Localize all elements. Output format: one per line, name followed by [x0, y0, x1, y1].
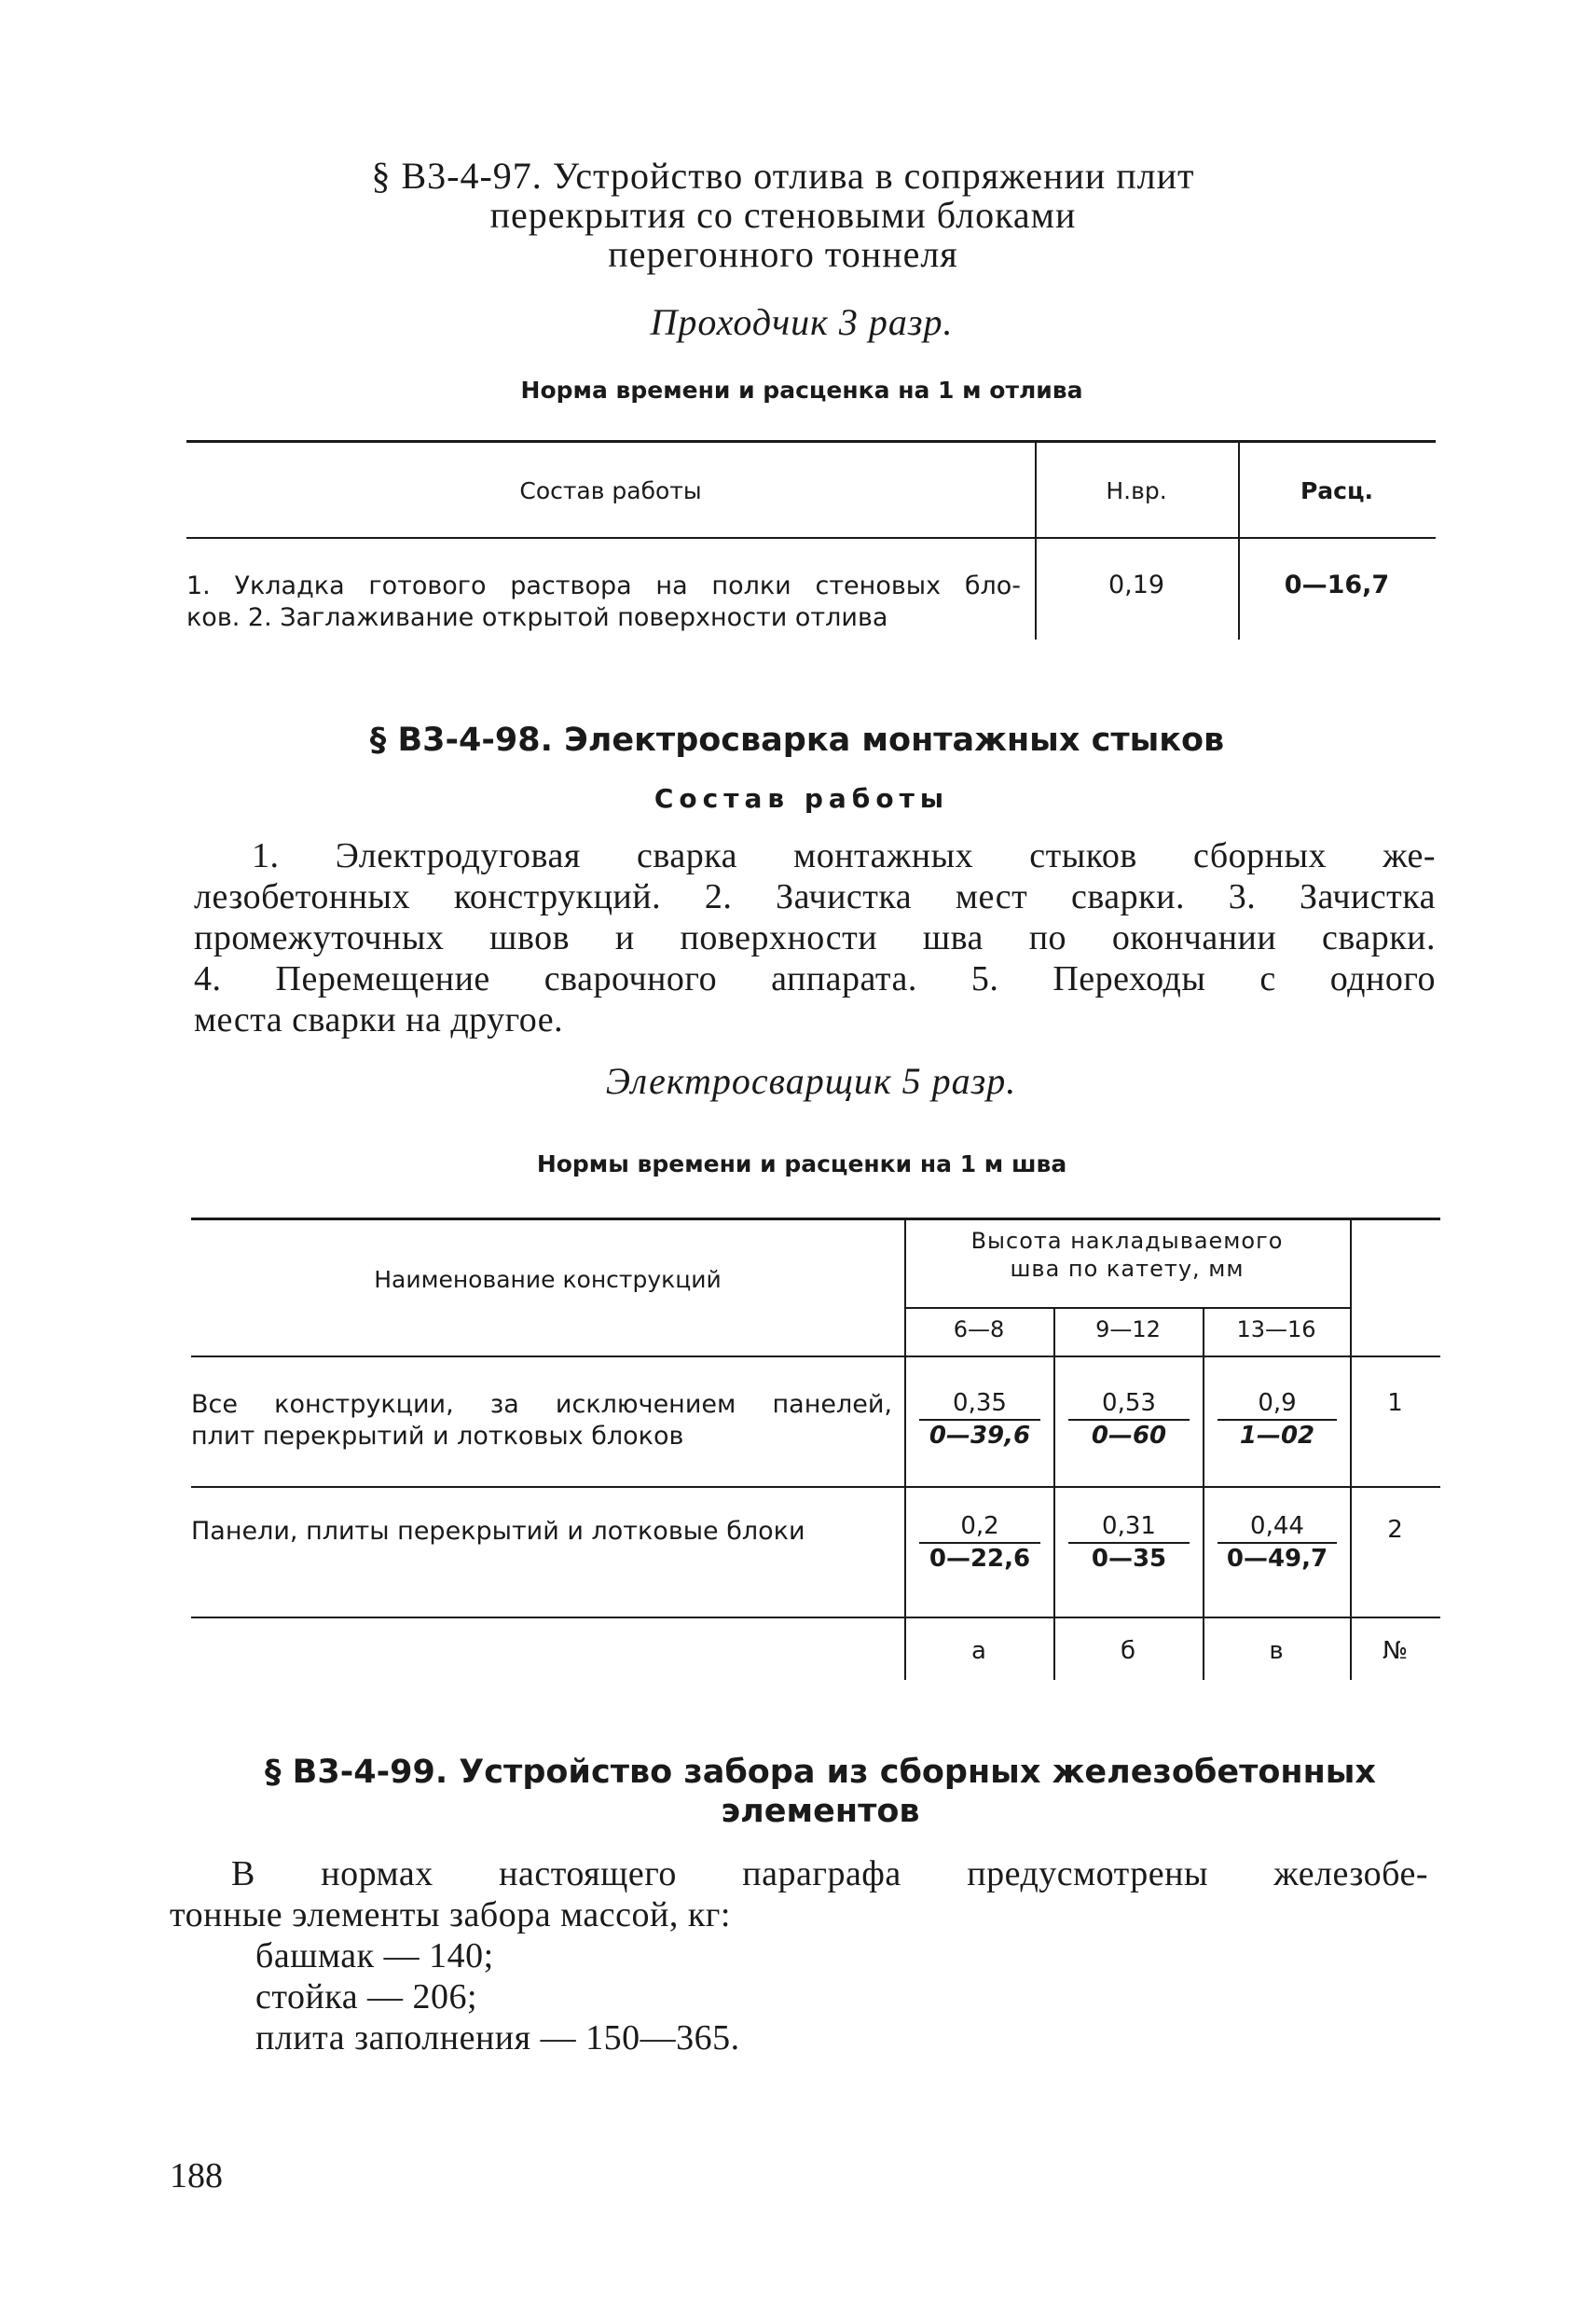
sec98-row1-cell-c: [1208, 1389, 1346, 1451]
sec98-row1-a-rasc: 0—39,6: [929, 1422, 1031, 1450]
sec97-norm-heading: Норма времени и расценка на 1 м отлива: [520, 377, 1083, 404]
sec98-subheading: Состав работы: [654, 783, 950, 814]
sec98-table-bottom-rule: [191, 1617, 1440, 1618]
sec98-row1-b-nvr: 0,53: [1068, 1389, 1190, 1421]
sec98-row2-c-nvr: 0,44: [1218, 1512, 1337, 1544]
sec98-row1-cell-b: [1059, 1389, 1199, 1451]
sec98-row1-c-rasc: 1—02: [1239, 1422, 1315, 1450]
sec98-table-divider-b: [1203, 1307, 1204, 1680]
sec99-paragraph-line-2: тонные элементы забора массой, кг:: [170, 1895, 731, 1934]
sec97-worker: Проходчик 3 разр.: [650, 301, 954, 343]
sec98-row2-b-nvr: 0,31: [1068, 1512, 1190, 1544]
sec98-row1-name-line-1: Все конструкции, за исключением панелей,: [191, 1390, 892, 1419]
sec99-item-1: башмак — 140;: [255, 1936, 494, 1975]
sec98-paragraph-line-1: 1. Электродуговая сварка монтажных стыков сборных же-: [252, 836, 1436, 875]
sec98-header-name: Наименование конструкций: [374, 1266, 722, 1293]
sec97-table-header-rule: [186, 537, 1436, 539]
sec98-subheader-13-16: 13—16: [1236, 1316, 1316, 1342]
sec98-footer-a: а: [971, 1637, 986, 1665]
sec99-title-line-1: § В3-4-99. Устройство забора из сборных железобетонных: [265, 1754, 1376, 1791]
sec97-header-work: Состав работы: [519, 477, 702, 504]
sec98-row2-num: 2: [1387, 1516, 1403, 1544]
sec98-paragraph-line-5: места сварки на другое.: [194, 1000, 564, 1039]
sec97-title-line-3: перегонного тоннеля: [608, 233, 958, 275]
sec98-row2-cell-c: [1208, 1512, 1346, 1574]
sec97-row-nvr: 0,19: [1108, 571, 1165, 599]
sec98-paragraph-line-2: лезобетонных конструкций. 2. Зачистка мест сварки. 3. Зачистка: [194, 877, 1436, 916]
sec98-row2-cell-b: [1059, 1512, 1199, 1574]
sec97-table-divider-1: [1035, 440, 1037, 640]
sec99-item-3: плита заполнения — 150—365.: [255, 2018, 740, 2057]
sec97-title-line-2: перекрытия со стеновыми блоками: [489, 194, 1077, 236]
sec98-table-group-rule: [904, 1307, 1350, 1309]
sec98-title: § В3-4-98. Электросварка монтажных стыков: [369, 722, 1225, 759]
sec98-table-divider-num: [1350, 1218, 1352, 1680]
sec98-footer-b: б: [1120, 1637, 1136, 1665]
sec98-table-top-rule: [191, 1218, 1440, 1220]
sec97-row-text-line-2: ков. 2. Заглаживание открытой поверхности отлива: [186, 603, 888, 632]
sec97-header-nvr: Н.вр.: [1106, 477, 1167, 504]
sec97-title: [233, 157, 1333, 274]
sec98-row1-num: 1: [1387, 1389, 1403, 1417]
sec97-table-top-rule: [186, 440, 1436, 443]
sec98-row2-name-line-1: Панели, плиты перекрытий и лотковые блоки: [191, 1517, 805, 1546]
page-number: 188: [170, 2156, 223, 2195]
sec99-paragraph: [170, 1853, 1428, 2058]
sec97-row-rasc: 0—16,7: [1284, 571, 1390, 599]
sec98-row2-a-rasc: 0—22,6: [929, 1545, 1031, 1573]
sec98-table-row-rule: [191, 1486, 1440, 1488]
sec98-row2-cell-a: [910, 1512, 1050, 1574]
sec98-row2-c-rasc: 0—49,7: [1226, 1545, 1328, 1573]
sec98-footer-c: в: [1269, 1637, 1284, 1665]
sec97-row-text: [186, 571, 1021, 634]
sec98-subheader-9-12: 9—12: [1095, 1316, 1161, 1342]
sec98-paragraph: [194, 835, 1436, 1040]
sec98-row2-name: [191, 1516, 900, 1548]
sec98-row1-name-line-2: плит перекрытий и лотковых блоков: [191, 1422, 684, 1451]
sec97-header-rasc: Расц.: [1300, 477, 1374, 504]
sec98-subheader-6-8: 6—8: [953, 1316, 1005, 1342]
sec98-paragraph-line-3: промежуточных швов и поверхности шва по окончании сварки.: [194, 918, 1436, 957]
sec98-row1-name: [191, 1389, 892, 1452]
sec97-title-line-1: § В3-4-97. Устройство отлива в сопряжении плит: [371, 155, 1195, 197]
sec99-paragraph-line-1: В нормах настоящего параграфа предусмотрены железобе-: [231, 1854, 1428, 1893]
sec98-table-divider-name: [904, 1218, 906, 1680]
sec98-row1-b-rasc: 0—60: [1091, 1422, 1167, 1450]
sec98-header-group-line-2: шва по катету, мм: [1010, 1256, 1245, 1282]
sec98-table-header-rule: [191, 1356, 1440, 1357]
sec97-table-divider-2: [1238, 440, 1240, 640]
sec98-row1-a-nvr: 0,35: [919, 1389, 1040, 1421]
sec99-item-2: стойка — 206;: [255, 1977, 478, 2016]
sec98-row1-cell-a: [910, 1389, 1050, 1451]
sec98-paragraph-line-4: 4. Перемещение сварочного аппарата. 5. Переходы с одного: [194, 959, 1436, 998]
sec99-title-line-2: элементов: [721, 1793, 920, 1830]
sec98-row2-a-nvr: 0,2: [919, 1512, 1040, 1544]
sec98-header-group: [904, 1227, 1350, 1283]
sec98-table-divider-a: [1053, 1307, 1055, 1680]
sec97-row-text-line-1: 1. Укладка готового раствора на полки стеновых бло-: [186, 571, 1021, 600]
sec98-header-group-line-1: Высота накладываемого: [970, 1228, 1284, 1254]
sec98-footer-num: №: [1382, 1637, 1409, 1665]
sec98-row2-b-rasc: 0—35: [1091, 1545, 1167, 1573]
sec98-norm-heading: Нормы времени и расценки на 1 м шва: [536, 1150, 1067, 1177]
sec98-worker: Электросварщик 5 разр.: [605, 1060, 1017, 1102]
sec98-row1-c-nvr: 0,9: [1218, 1389, 1337, 1421]
sec99-title: [186, 1753, 1454, 1831]
